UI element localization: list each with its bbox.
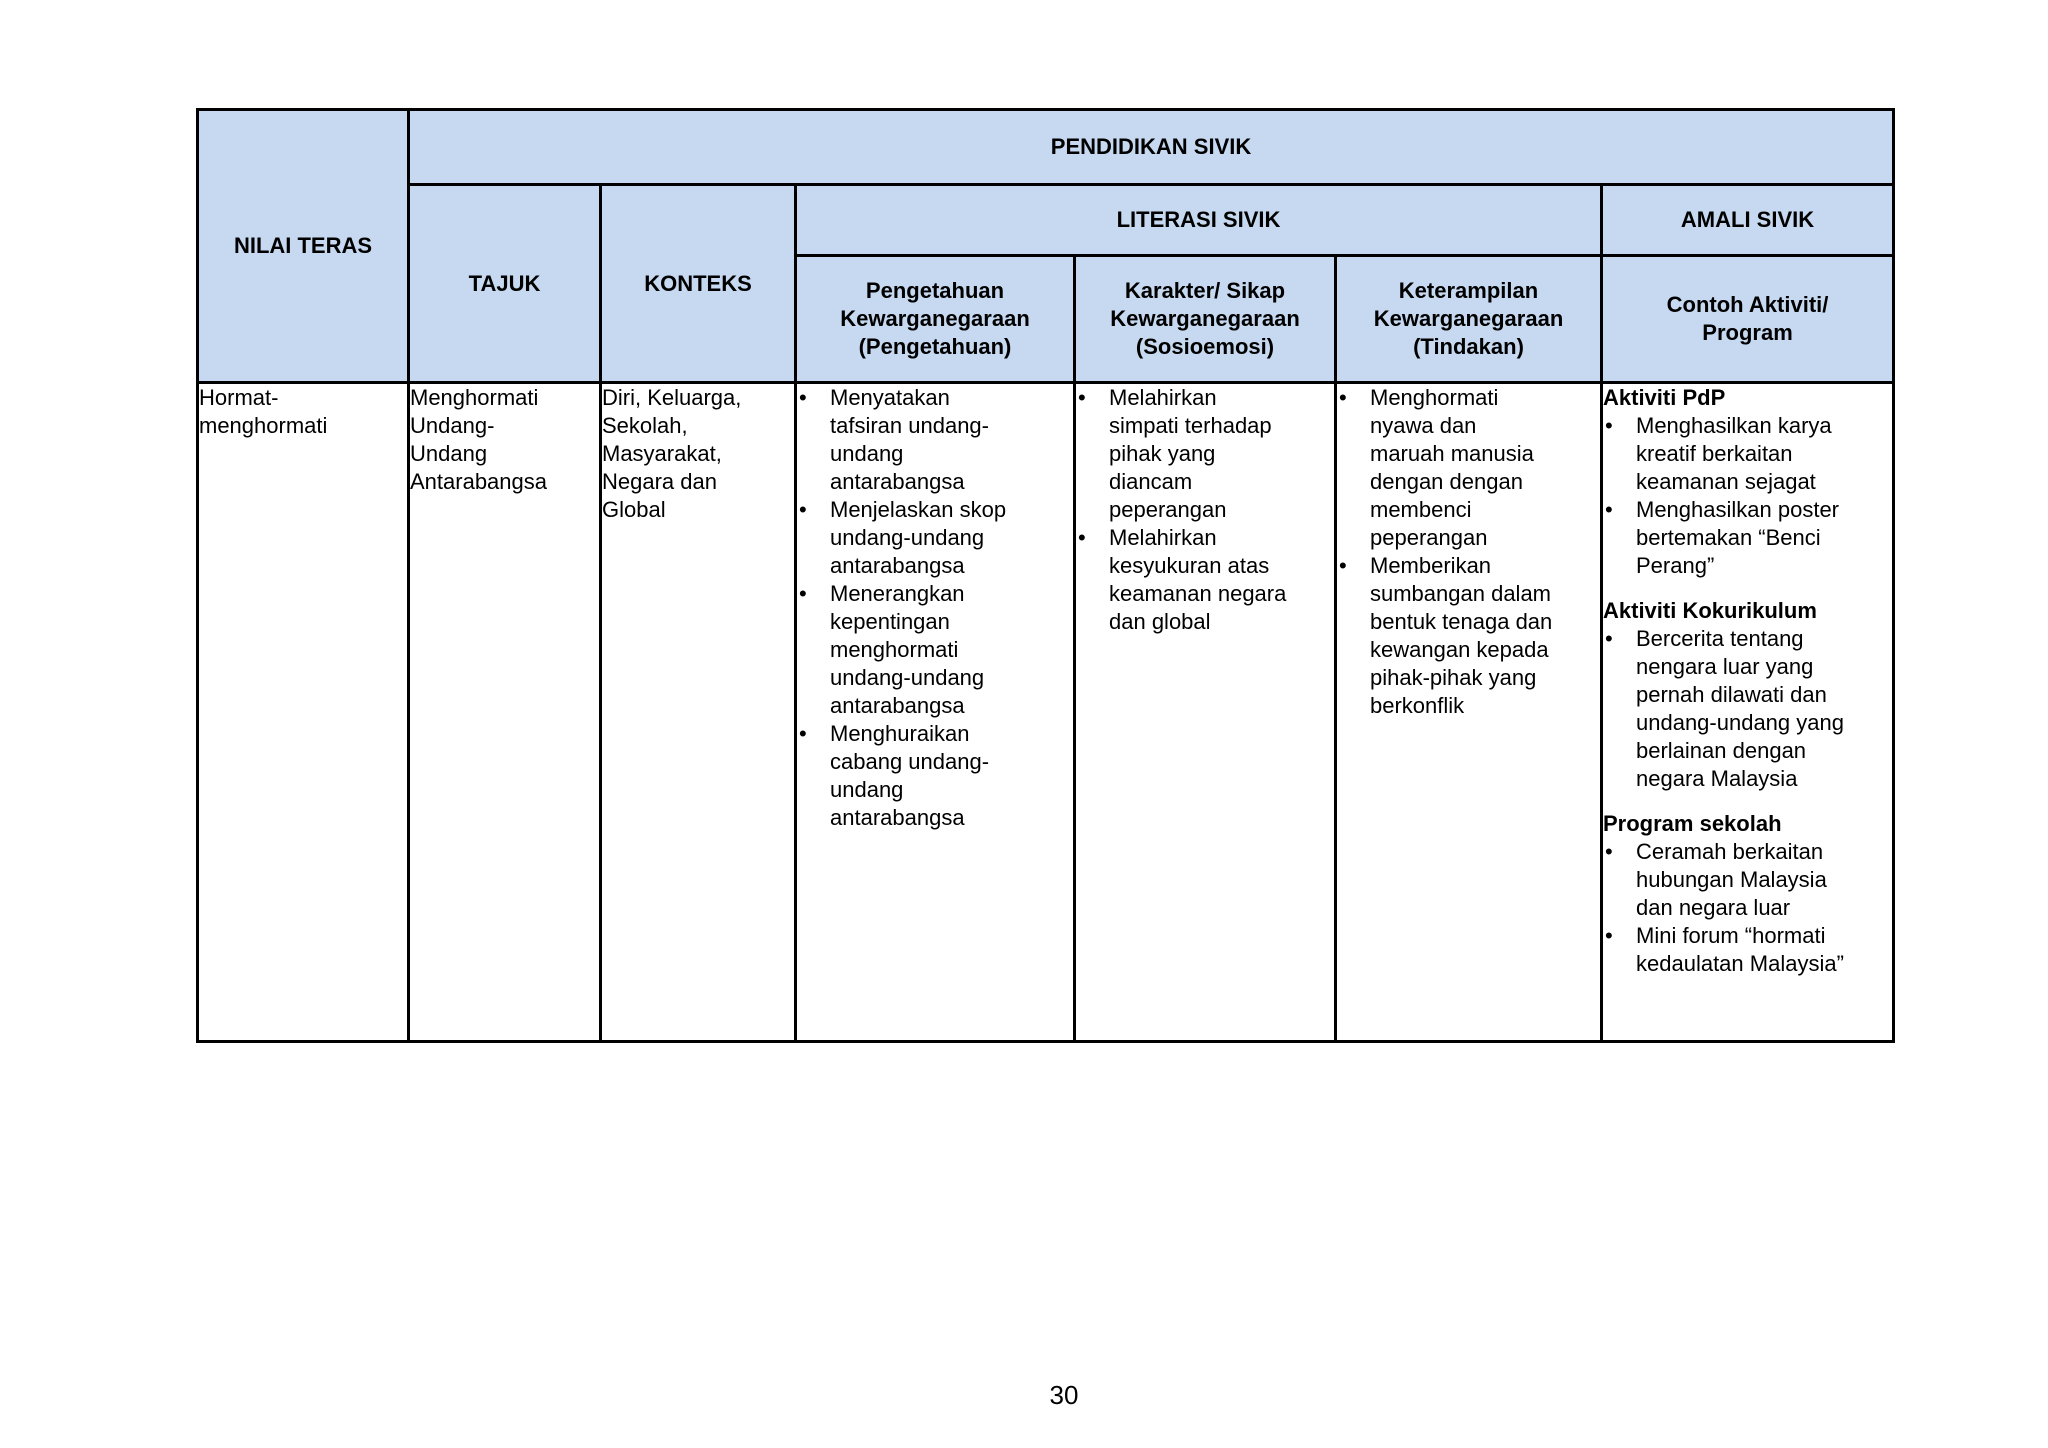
header-amali-sivik: AMALI SIVIK — [1602, 185, 1894, 256]
text-line: Kewarganegaraan — [840, 306, 1030, 331]
text-line: berkonflik — [1370, 693, 1465, 718]
text-line: Menerangkan — [830, 581, 965, 606]
text-line: maruah manusia — [1370, 441, 1534, 466]
cell-karakter — [1075, 383, 1336, 1042]
header-tajuk: TAJUK — [409, 185, 601, 383]
text-line: undang-undang — [830, 665, 985, 690]
activity-list — [1603, 625, 1892, 793]
activity-group-title: Aktiviti PdP — [1603, 385, 1726, 410]
text-line: Menyatakan — [830, 385, 950, 410]
text-line: pihak-pihak yang — [1370, 665, 1537, 690]
text-line: Melahirkan — [1109, 525, 1217, 550]
text-line: undang-undang yang — [1636, 710, 1844, 735]
text-line: membenci — [1370, 497, 1472, 522]
text-line: Karakter/ Sikap — [1124, 278, 1286, 303]
text-line: Sekolah, — [602, 413, 688, 438]
header-keterampilan — [1336, 256, 1602, 383]
bullet-item — [797, 496, 1073, 580]
text-line: Menghasilkan karya — [1636, 413, 1832, 438]
text-line: Hormat- — [199, 385, 279, 410]
text-line: peperangan — [1370, 525, 1488, 550]
header-literasi-sivik: LITERASI SIVIK — [796, 185, 1602, 256]
header-contoh-aktiviti — [1602, 256, 1894, 383]
text-line: Bercerita tentang — [1636, 626, 1804, 651]
civics-table — [196, 108, 1895, 1043]
text-line: Pengetahuan — [865, 278, 1005, 303]
text-line: Antarabangsa — [410, 469, 547, 494]
text-line: dengan dengan — [1370, 469, 1523, 494]
text-line: Ceramah berkaitan — [1636, 839, 1824, 864]
text-line: Undang- — [410, 413, 495, 438]
text-line: pihak yang — [1109, 441, 1216, 466]
text-line: Negara dan — [602, 469, 717, 494]
text-line: (Sosioemosi) — [1135, 334, 1275, 359]
text-line: Global — [602, 497, 666, 522]
text-line: Mini forum “hormati — [1636, 923, 1826, 948]
bullet-item — [1603, 838, 1892, 922]
pengetahuan-list — [797, 384, 1073, 832]
text-line: simpati terhadap — [1109, 413, 1272, 438]
text-line: (Tindakan) — [1413, 334, 1524, 359]
bullet-item — [1076, 524, 1334, 636]
text-line: Melahirkan — [1109, 385, 1217, 410]
text-line: Diri, Keluarga, — [602, 385, 742, 410]
bullet-item — [1337, 552, 1600, 720]
text-line: menghormati — [199, 413, 328, 438]
text-line: tafsiran undang- — [830, 413, 989, 438]
text-line: hubungan Malaysia — [1636, 867, 1827, 892]
group-spacer — [1603, 580, 1892, 597]
text-line: pernah dilawati dan — [1636, 682, 1827, 707]
text-line: Kewarganegaraan — [1110, 306, 1300, 331]
text-line: diancam — [1109, 469, 1193, 494]
text-line: Masyarakat, — [602, 441, 722, 466]
text-line: kepentingan — [830, 609, 950, 634]
text-line: antarabangsa — [830, 553, 965, 578]
cell-keterampilan — [1336, 383, 1602, 1042]
bullet-item — [1076, 384, 1334, 524]
text-line: sumbangan dalam — [1370, 581, 1552, 606]
text-line: antarabangsa — [830, 469, 965, 494]
bullet-item — [1603, 496, 1892, 580]
text-line: antarabangsa — [830, 693, 965, 718]
text-line: Keterampilan — [1398, 278, 1539, 303]
bullet-item — [1337, 384, 1600, 552]
cell-amali — [1602, 383, 1894, 1042]
text-line: cabang undang- — [830, 749, 990, 774]
text-line: kesyukuran atas — [1109, 553, 1270, 578]
cell-tajuk — [409, 383, 601, 1042]
text-line: Menghasilkan poster — [1636, 497, 1840, 522]
text-line: kreatif berkaitan — [1636, 441, 1793, 466]
bullet-item — [1603, 412, 1892, 496]
text-line: undang-undang — [830, 525, 985, 550]
header-pengetahuan — [796, 256, 1075, 383]
text-line: Perang” — [1636, 553, 1715, 578]
text-line: nengara luar yang — [1636, 654, 1814, 679]
header-konteks: KONTEKS — [601, 185, 796, 383]
keterampilan-list — [1337, 384, 1600, 720]
text-line: Undang — [410, 441, 488, 466]
activity-group-title: Program sekolah — [1603, 811, 1782, 836]
activity-list — [1603, 838, 1892, 978]
bullet-item — [1603, 922, 1892, 978]
bullet-item — [797, 384, 1073, 496]
text-line: Contoh Aktiviti/ — [1666, 292, 1829, 317]
text-line: keamanan negara — [1109, 581, 1287, 606]
text-line: Menghormati — [410, 385, 539, 410]
text-line: Memberikan — [1370, 553, 1492, 578]
text-line: antarabangsa — [830, 805, 965, 830]
text-line: (Pengetahuan) — [858, 334, 1012, 359]
activity-list — [1603, 412, 1892, 580]
text-line: Program — [1702, 320, 1793, 345]
text-line: kewangan kepada — [1370, 637, 1549, 662]
text-line: Menjelaskan skop — [830, 497, 1007, 522]
text-line: Menghormati — [1370, 385, 1499, 410]
cell-pengetahuan — [796, 383, 1075, 1042]
bullet-item — [797, 580, 1073, 720]
page-number: 30 — [1049, 1380, 1079, 1410]
text-line: Kewarganegaraan — [1373, 306, 1564, 331]
text-line: keamanan sejagat — [1636, 469, 1816, 494]
header-pendidikan-sivik: PENDIDIKAN SIVIK — [409, 110, 1894, 185]
group-spacer — [1603, 793, 1892, 810]
text-line: nyawa dan — [1370, 413, 1477, 438]
text-line: dan negara luar — [1636, 895, 1791, 920]
text-line: peperangan — [1109, 497, 1227, 522]
text-line: bertemakan “Benci — [1636, 525, 1821, 550]
header-karakter — [1075, 256, 1336, 383]
cell-konteks — [601, 383, 796, 1042]
activity-group-title: Aktiviti Kokurikulum — [1603, 598, 1817, 623]
text-line: Menghuraikan — [830, 721, 970, 746]
text-line: negara Malaysia — [1636, 766, 1798, 791]
text-line: berlainan dengan — [1636, 738, 1807, 763]
text-line: bentuk tenaga dan — [1370, 609, 1553, 634]
bullet-item — [797, 720, 1073, 832]
karakter-list — [1076, 384, 1334, 636]
bullet-item — [1603, 625, 1892, 793]
text-line: dan global — [1109, 609, 1211, 634]
cell-nilai-teras — [198, 383, 409, 1042]
text-line: menghormati — [830, 637, 959, 662]
text-line: kedaulatan Malaysia” — [1636, 951, 1844, 976]
header-nilai-teras: NILAI TERAS — [198, 110, 409, 383]
text-line: undang — [830, 441, 904, 466]
text-line: undang — [830, 777, 904, 802]
